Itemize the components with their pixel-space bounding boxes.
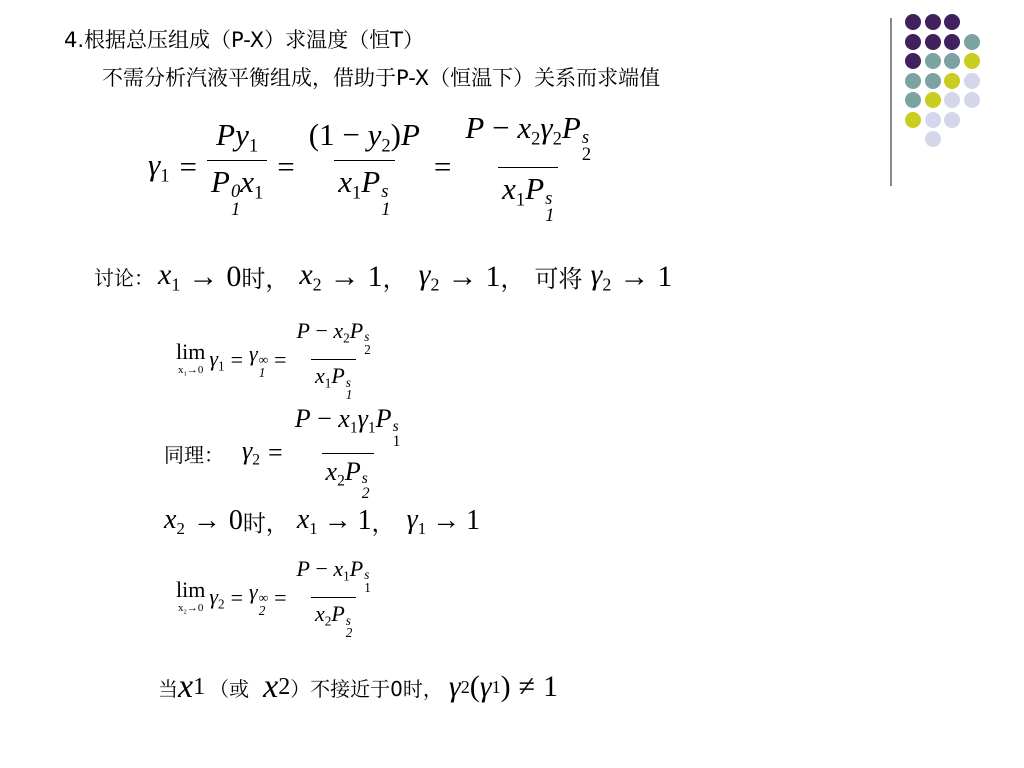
gamma1-equation: $\gamma_1$ = $Py_1$ P 0 1 $x_1$ = $(1 - y_2)P$ $x_1P$ s 1 = $P - x_2\gamma_2P$ s 2 $x_1P$ s 1 [148,110,595,225]
decor-dot [925,53,941,69]
discussion-label: 讨论： [94,266,154,291]
decor-dot [944,34,960,50]
decor-dot [964,92,980,108]
decor-dot [944,112,960,128]
decor-dot [905,112,921,128]
decor-dot [964,34,980,50]
gamma1-symbol: $\gamma_1$ [148,147,170,187]
discussion-line: 讨论： $x_1$ → 0 时， $x_2$ → 1 ， $\gamma_2$ → 1 ， 可将 $\gamma_2$ → 1 [94,258,673,295]
x2-limit-line: $x_2$ → 0 时， $x_1$ → 1 ， $\gamma_1$ → 1 [164,504,481,538]
decor-dot [925,92,941,108]
decor-dot [925,14,941,30]
conclusion-line: 当 x 1 （或 x 2 ）不接近于0时， γ 2 ( γ 1 ) ≠ 1 [158,668,559,705]
decor-dot [944,14,960,30]
slide-subheading: 不需分析汽液平衡组成，借助于P-X（恒温下）关系而求端值 [102,66,661,90]
decor-dot [905,14,921,30]
decor-dot [944,53,960,69]
limit-gamma1-equation: lim $x_1\to 0$ $\gamma_1$ = γ ∞ 1 = $P - x_2P$ s 2 $x_1P$ s 1 [176,318,371,403]
decor-dot [925,131,941,147]
decor-dot [905,73,921,89]
decor-dot [925,73,941,89]
tongli-label: 同理： [164,442,224,467]
decor-dot [944,73,960,89]
decorative-dot-grid [905,14,1005,164]
limit-gamma2-equation: lim $x_2\to 0$ $\gamma_2$ = γ ∞ 2 = $P - x_1P$ s 1 $x_2P$ s 2 [176,556,371,641]
fraction-1: $Py_1$ P 0 1 $x_1$ [207,117,267,218]
decor-dot [905,53,921,69]
gamma2-equation: 同理： $\gamma_2$ = $P - x_1\gamma_1P$ s 1 $x_2P$ s 2 [164,404,401,503]
decor-dot [925,112,941,128]
decor-dot [964,53,980,69]
decor-dot [925,34,941,50]
decor-dot [964,73,980,89]
slide-heading: 4.根据总压组成（P-X）求温度（恒T） [64,28,424,52]
fraction-2: $(1 - y_2)P$ $x_1P$ s 1 [308,116,420,220]
fraction-3: $P - x_2\gamma_2P$ s 2 $x_1P$ s 1 [465,110,592,227]
decorative-divider-line [890,18,892,186]
decor-dot [905,34,921,50]
decor-dot [905,92,921,108]
decor-dot [944,92,960,108]
